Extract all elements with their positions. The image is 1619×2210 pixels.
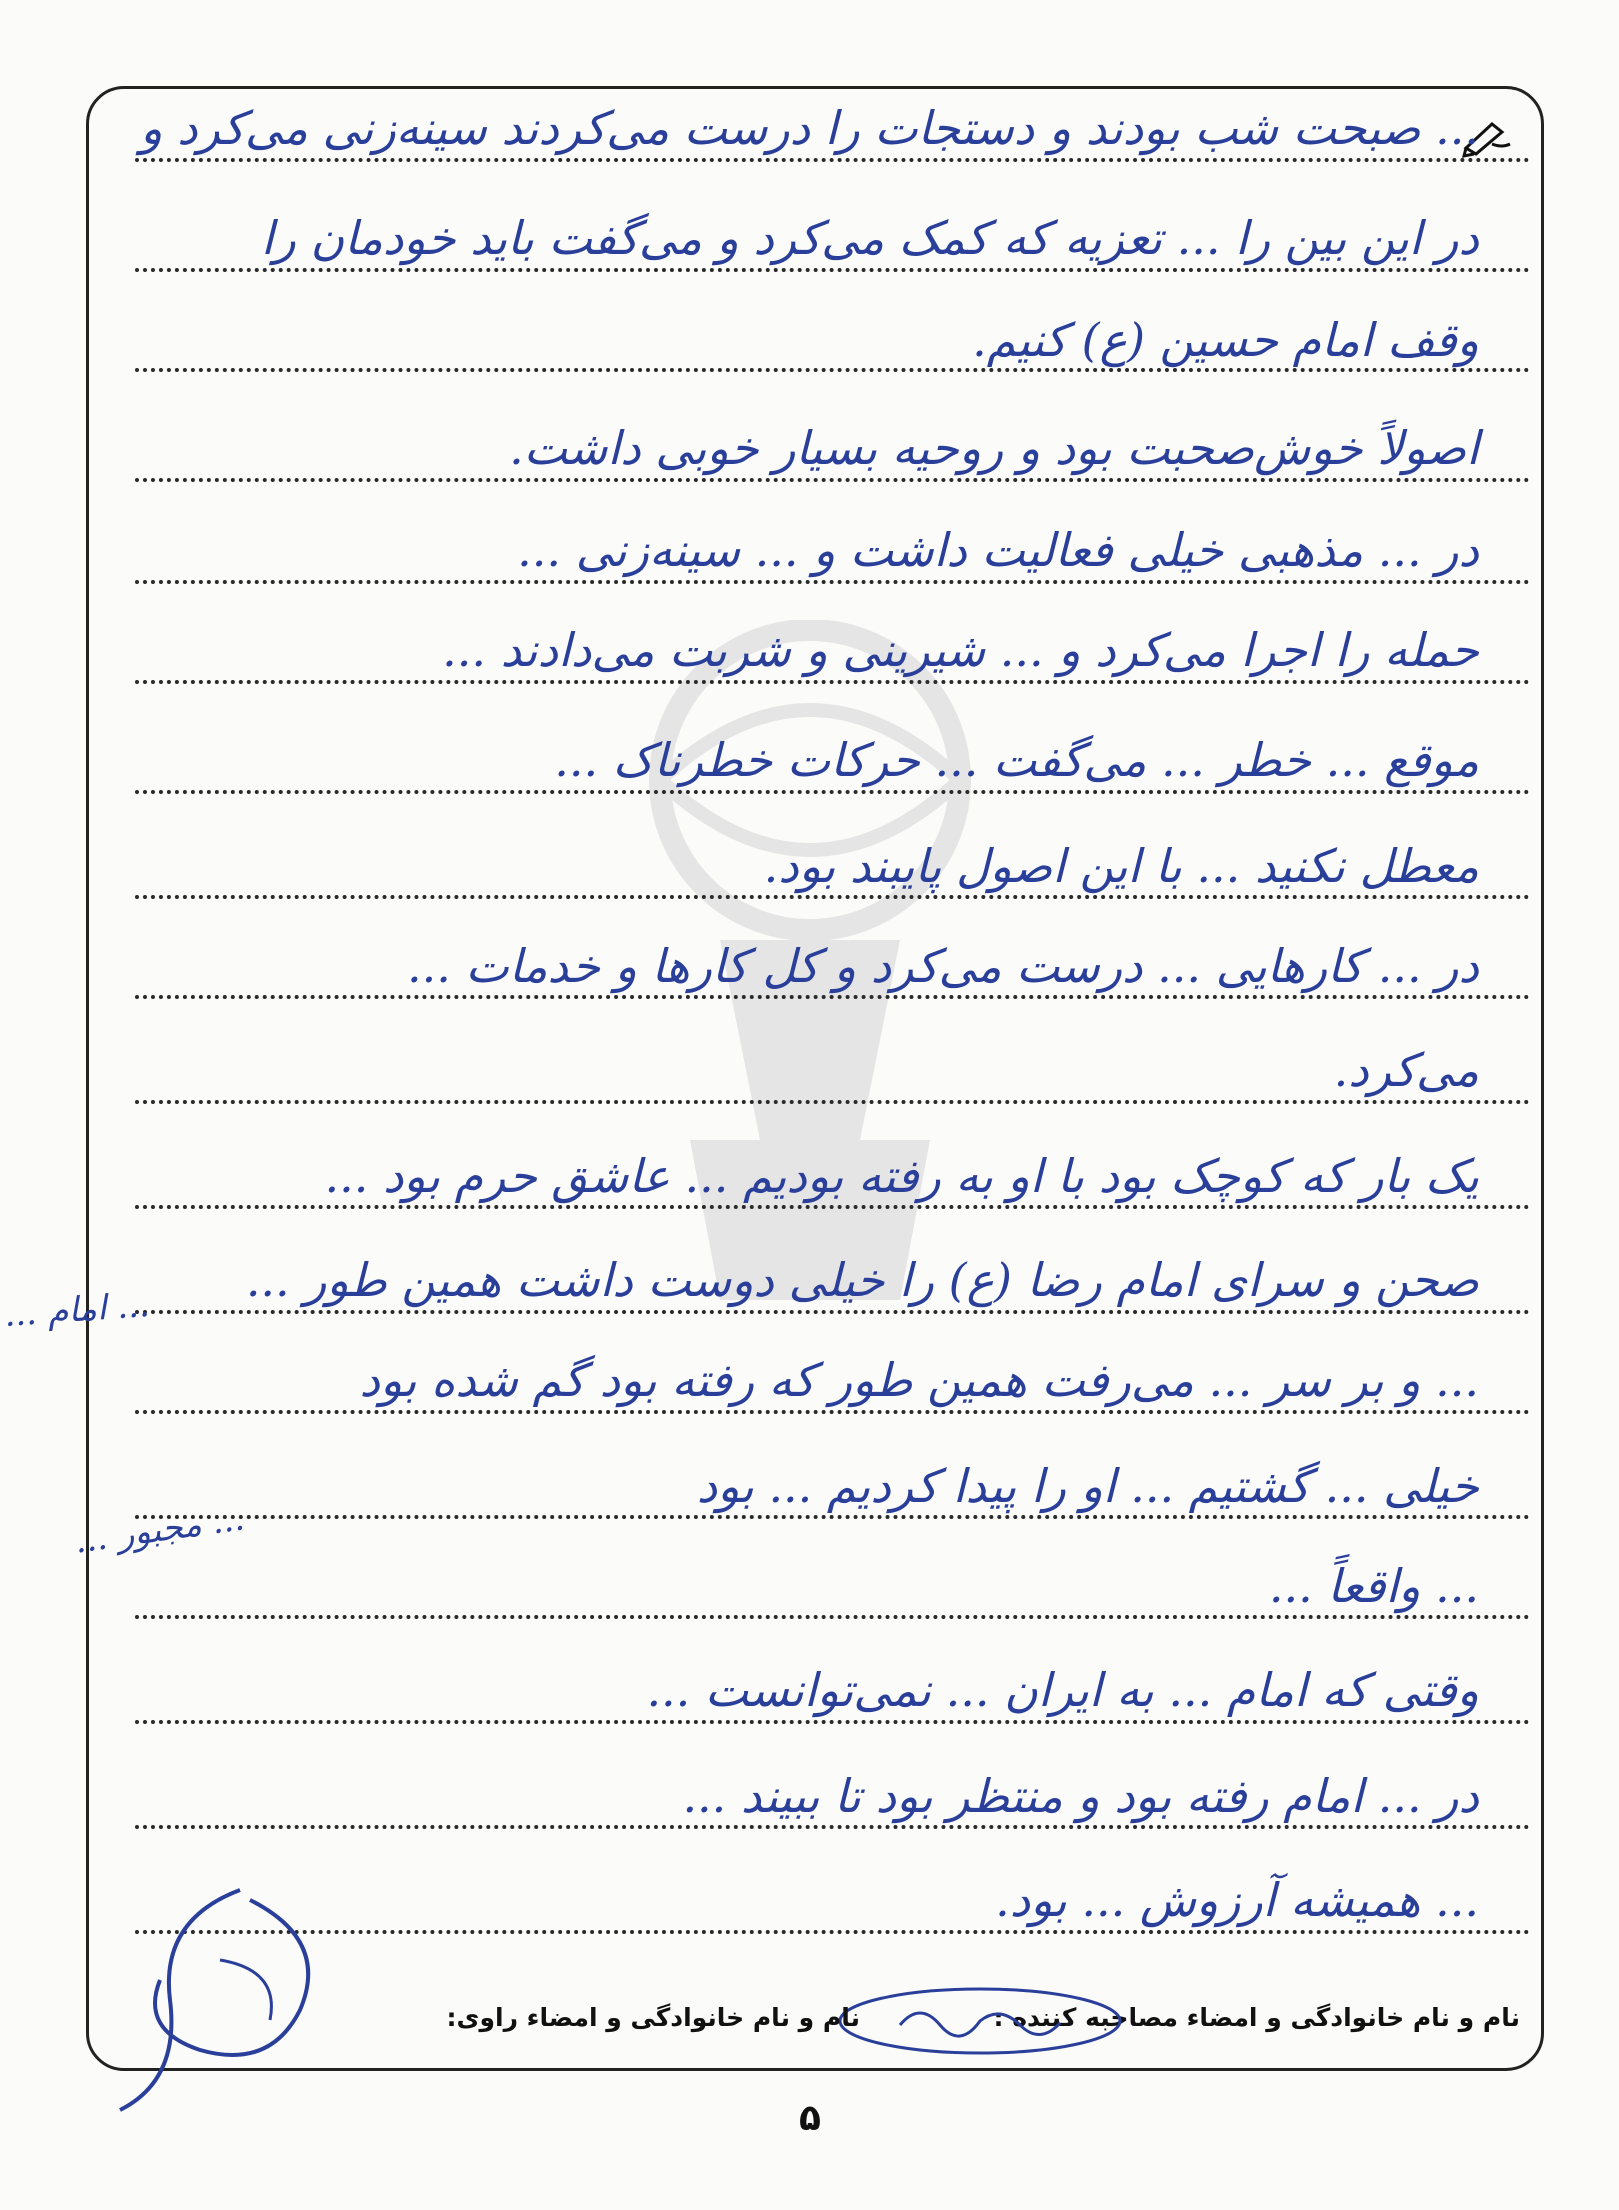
handwritten-line: حمله را اجرا می‌کرد و ... شیرینی و شربت می‌دادند ... (442, 623, 1479, 677)
handwritten-line: موقع ... خطر ... می‌گفت ... حرکات خطرناک ... (554, 733, 1479, 787)
handwritten-line: در ... امام رفته بود و منتظر بود تا ببیند ... (682, 1769, 1479, 1823)
handwritten-line: در ... مذهبی خیلی فعالیت داشت و ... سینه‌زنی ... (517, 523, 1479, 577)
narrator-label: نام و نام خانوادگی و امضاء راوی: (446, 2003, 860, 2032)
interviewer-signature (830, 1981, 1130, 2061)
ruled-line (135, 1205, 1530, 1209)
interviewer-label: نام و نام خانوادگی و امضاء مصاحبه کننده : (993, 2003, 1520, 2032)
ruled-line (135, 1720, 1530, 1724)
handwritten-line: ... صبحت شب بودند و دستجات را درست می‌کردند سینه‌زنی می‌کرد و (140, 101, 1479, 155)
handwritten-line: در این بین را ... تعزیه که کمک می‌کرد و می‌گفت باید خودمان را (260, 211, 1479, 265)
handwritten-line: ... واقعاً ... (1268, 1559, 1479, 1613)
ruled-line (135, 1515, 1530, 1519)
handwritten-line: ... و بر سر ... می‌رفت همین طور که رفته بود گم شده بود (359, 1353, 1479, 1407)
handwritten-line: وقف امام حسین (ع) کنیم. (972, 313, 1479, 367)
ruled-line (135, 1825, 1530, 1829)
ruled-line (135, 1930, 1530, 1934)
ruled-line (135, 1310, 1530, 1314)
handwritten-line: معطل نکنید ... با این اصول پایبند بود. (763, 839, 1479, 893)
margin-note: ... امام ... (2, 1284, 151, 1336)
page-number: ۵ (799, 2098, 821, 2139)
handwritten-line: وقتی که امام ... به ایران ... نمی‌توانست ... (646, 1663, 1479, 1717)
handwritten-line: یک بار که کوچک بود با او به رفته بودیم ... عاشق حرم بود ... (324, 1149, 1479, 1203)
ruled-line (135, 790, 1530, 794)
handwritten-line: اصولاً خوش‌صحبت بود و روحیه بسیار خوبی داشت. (509, 421, 1479, 475)
ruled-line (135, 268, 1530, 272)
ruled-line (135, 580, 1530, 584)
handwritten-line: ... همیشه آرزوش ... بود. (995, 1873, 1479, 1927)
ruled-line (135, 158, 1530, 162)
ruled-line (135, 895, 1530, 899)
ruled-line (135, 368, 1530, 372)
handwritten-line: خیلی ... گشتیم ... او را پیدا کردیم ... بود (696, 1459, 1479, 1513)
ruled-line (135, 1100, 1530, 1104)
handwritten-line: می‌کرد. (1333, 1043, 1479, 1097)
narrator-signature (100, 1860, 340, 2120)
margin-note: ... مجبور ... (72, 1498, 247, 1562)
handwritten-line: صحن و سرای امام رضا (ع) را خیلی دوست داشت همین طور ... (245, 1253, 1479, 1307)
ruled-line (135, 680, 1530, 684)
ruled-line (135, 1615, 1530, 1619)
ruled-line (135, 995, 1530, 999)
ruled-line (135, 478, 1530, 482)
ruled-line (135, 1410, 1530, 1414)
handwritten-line: در ... کارهایی ... درست می‌کرد و کل کارها و خدمات ... (407, 939, 1479, 993)
